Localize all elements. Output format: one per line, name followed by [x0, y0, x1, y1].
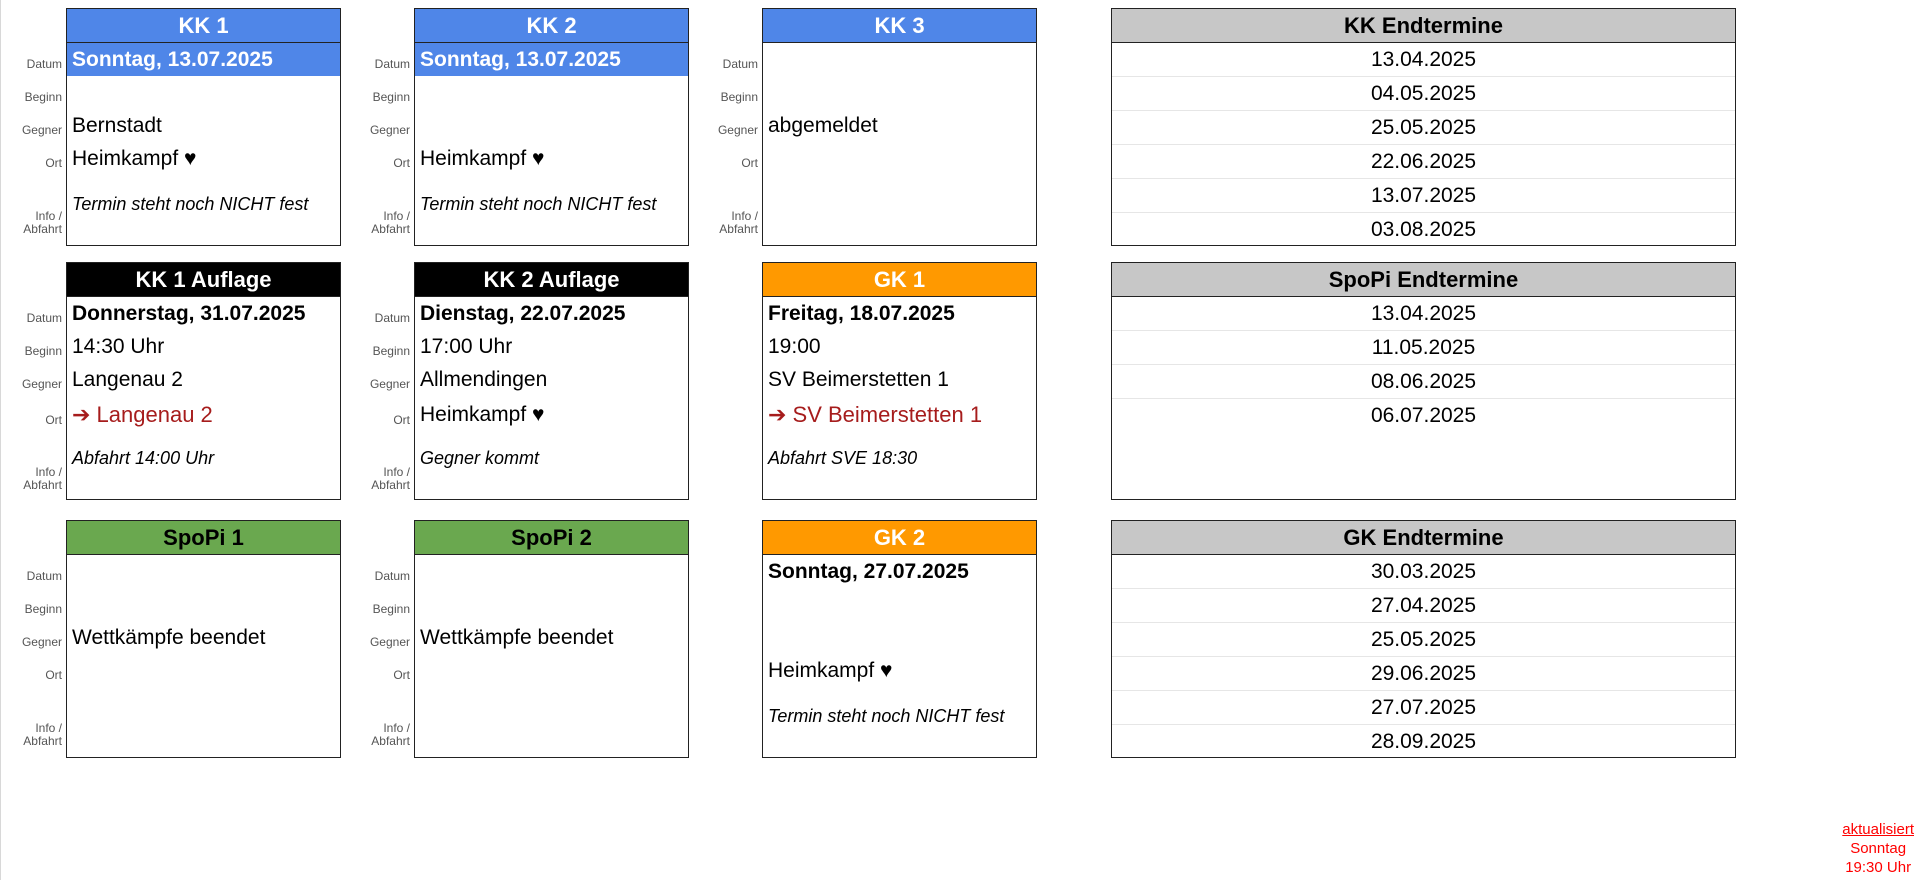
card-ort: [763, 142, 1036, 175]
card-box: [66, 262, 341, 500]
card-gegner: Wettkämpfe beendet: [72, 626, 266, 649]
label-beginn: Beginn: [372, 344, 410, 358]
endtermine-date: 03.08.2025: [1370, 218, 1477, 241]
card-beginn: [67, 588, 340, 621]
card-box: [414, 8, 689, 246]
card-datum: [763, 43, 1036, 76]
card-datum: [415, 555, 688, 588]
label-gegner: Gegner: [369, 123, 410, 137]
updated-link[interactable]: aktualisiert: [1842, 821, 1914, 838]
card-box: [762, 8, 1037, 246]
label-info: Info /: [383, 209, 410, 223]
card-info: Termin steht noch NICHT fest: [420, 194, 657, 214]
card-beginn: [67, 76, 340, 109]
card-info: [415, 687, 688, 736]
endtermine-date: 13.07.2025: [1112, 179, 1735, 213]
endtermine-title: KK Endtermine: [1112, 9, 1735, 43]
endtermine-date: 30.03.2025: [1112, 555, 1735, 589]
card-info: Termin steht noch NICHT fest: [72, 194, 309, 214]
label-info: Info /: [383, 465, 410, 479]
card-beginn: [763, 588, 1036, 621]
card-info: Termin steht noch NICHT fest: [768, 706, 1005, 726]
card-title: GK 1: [763, 263, 1036, 297]
label-info: Info /: [35, 465, 62, 479]
label-gegner: Gegner: [21, 377, 62, 391]
card-info: [763, 175, 1036, 224]
label-gegner: Gegner: [21, 635, 62, 649]
label-info: Info /: [35, 209, 62, 223]
endtermine-list: [1112, 297, 1735, 432]
label-ort: Ort: [45, 413, 62, 427]
card-beginn: [763, 76, 1036, 109]
label-gegner: Gegner: [369, 635, 410, 649]
card-info: Gegner kommt: [420, 448, 540, 468]
endtermine-date: 27.04.2025: [1112, 589, 1735, 623]
card-beginn: [415, 588, 688, 621]
card-ort: Heimkampf ♥: [768, 659, 893, 682]
label-abfahrt: Abfahrt: [719, 222, 758, 236]
label-ort: Ort: [45, 668, 62, 682]
label-datum: Datum: [26, 569, 62, 583]
endtermine-date: 13.04.2025: [1112, 43, 1735, 77]
label-ort: Ort: [741, 156, 758, 170]
card-ort: [415, 654, 688, 687]
card-datum: Sonntag, 13.07.2025: [67, 43, 340, 76]
label-info: Info /: [731, 209, 758, 223]
label-abfahrt: Abfahrt: [23, 734, 62, 748]
endtermine-date: 25.05.2025: [1112, 111, 1735, 145]
card-gegner: SV Beimerstetten 1: [768, 368, 949, 391]
label-datum: Datum: [722, 57, 758, 71]
label-info: Info /: [383, 721, 410, 735]
card-datum: Sonntag, 27.07.2025: [768, 560, 969, 583]
label-datum: Datum: [374, 569, 410, 583]
endtermine-date: 29.06.2025: [1112, 657, 1735, 691]
card-info: Abfahrt 14:00 Uhr: [72, 448, 215, 468]
card-ort: ➔ Langenau 2: [72, 402, 213, 427]
card-beginn: 17:00 Uhr: [420, 335, 513, 358]
card-title: KK 2: [415, 9, 688, 43]
updated-time: 19:30 Uhr: [1845, 859, 1912, 876]
card-title: SpoPi 1: [67, 521, 340, 555]
endtermine-date: 27.07.2025: [1112, 691, 1735, 725]
label-beginn: Beginn: [24, 344, 62, 358]
endtermine-date: 13.04.2025: [1112, 297, 1735, 331]
card-title: KK 1 Auflage: [67, 263, 340, 297]
card-ort: Heimkampf ♥: [420, 403, 545, 426]
card-gegner: Bernstadt: [72, 114, 162, 137]
label-beginn: Beginn: [372, 90, 410, 104]
label-info: Info /: [35, 721, 62, 735]
endtermine-title: GK Endtermine: [1112, 521, 1735, 555]
card-ort: Heimkampf ♥: [420, 147, 545, 170]
card-gegner: Wettkämpfe beendet: [420, 626, 614, 649]
endtermine-date: 06.07.2025: [1370, 404, 1477, 427]
label-abfahrt: Abfahrt: [371, 734, 410, 748]
label-ort: Ort: [45, 156, 62, 170]
card-datum: Sonntag, 13.07.2025: [415, 43, 688, 76]
label-abfahrt: Abfahrt: [23, 222, 62, 236]
label-beginn: Beginn: [372, 602, 410, 616]
card-beginn: [415, 76, 688, 109]
card-datum: Donnerstag, 31.07.2025: [72, 302, 306, 325]
card-info: Abfahrt SVE 18:30: [768, 448, 918, 468]
endtermine-list: [1112, 555, 1735, 758]
endtermine-date: 08.06.2025: [1112, 365, 1735, 399]
label-datum: Datum: [26, 57, 62, 71]
card-title: GK 2: [763, 521, 1036, 555]
endtermine-date: 04.05.2025: [1112, 77, 1735, 111]
card-gegner: Langenau 2: [72, 368, 183, 391]
card-box: [66, 520, 341, 758]
card-title: SpoPi 2: [415, 521, 688, 555]
label-beginn: Beginn: [24, 602, 62, 616]
card-gegner: [763, 621, 1036, 654]
card-ort: ➔ SV Beimerstetten 1: [768, 402, 983, 427]
gk-endtermine-table: [1111, 520, 1736, 758]
label-ort: Ort: [393, 156, 410, 170]
kk-endtermine-table: [1111, 8, 1736, 246]
card-ort: Heimkampf ♥: [72, 147, 197, 170]
label-datum: Datum: [374, 311, 410, 325]
endtermine-list: [1112, 43, 1735, 246]
label-gegner: Gegner: [21, 123, 62, 137]
card-box: [66, 8, 341, 246]
spopi-endtermine-table: [1111, 262, 1736, 500]
endtermine-date: 22.06.2025: [1112, 145, 1735, 179]
card-box: [762, 520, 1037, 758]
card-beginn: 14:30 Uhr: [72, 335, 165, 358]
card-title: KK 2 Auflage: [415, 263, 688, 297]
card-box: [762, 262, 1037, 500]
label-abfahrt: Abfahrt: [371, 222, 410, 236]
card-datum: [67, 555, 340, 588]
card-info: [67, 687, 340, 736]
label-gegner: Gegner: [369, 377, 410, 391]
label-beginn: Beginn: [720, 90, 758, 104]
card-gegner: [415, 109, 688, 142]
card-beginn: 19:00: [768, 335, 821, 358]
endtermine-title: SpoPi Endtermine: [1112, 263, 1735, 297]
label-gegner: Gegner: [717, 123, 758, 137]
card-datum: Dienstag, 22.07.2025: [420, 302, 626, 325]
label-ort: Ort: [393, 413, 410, 427]
card-title: KK 1: [67, 9, 340, 43]
card-title: KK 3: [763, 9, 1036, 43]
label-datum: Datum: [374, 57, 410, 71]
endtermine-date: 11.05.2025: [1112, 331, 1735, 365]
card-ort: [67, 654, 340, 687]
updated-notice: [1842, 820, 1914, 877]
card-box: [414, 262, 689, 500]
card-gegner: Allmendingen: [420, 368, 548, 391]
card-gegner: abgemeldet: [768, 114, 878, 137]
label-abfahrt: Abfahrt: [371, 478, 410, 492]
label-beginn: Beginn: [24, 90, 62, 104]
card-datum: Freitag, 18.07.2025: [768, 302, 955, 325]
label-abfahrt: Abfahrt: [23, 478, 62, 492]
updated-day: Sonntag: [1850, 840, 1907, 857]
label-ort: Ort: [393, 668, 410, 682]
endtermine-date: 25.05.2025: [1112, 623, 1735, 657]
endtermine-date: 28.09.2025: [1370, 730, 1477, 753]
label-datum: Datum: [26, 311, 62, 325]
card-box: [414, 520, 689, 758]
